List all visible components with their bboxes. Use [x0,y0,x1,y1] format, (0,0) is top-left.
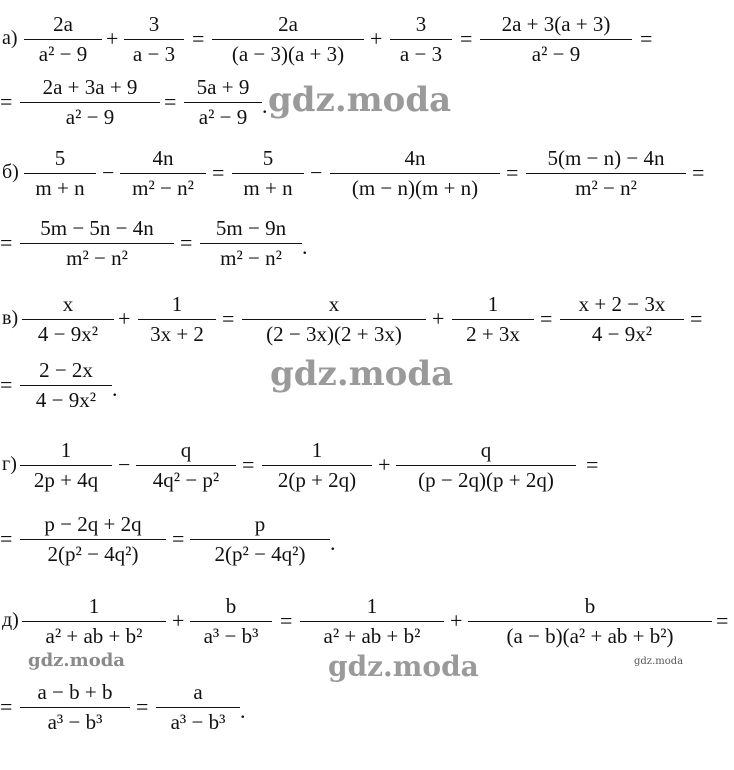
fraction-bar [138,319,216,320]
numerator: 5 [54,146,66,170]
operator: = [716,608,729,633]
numerator: 5m − 5n − 4n [40,216,154,240]
numerator: x + 2 − 3x [578,292,666,316]
fraction-bar [24,173,96,174]
fraction-bar [20,707,130,708]
numerator: x [62,292,74,316]
operator: + [450,608,463,633]
fraction-bar [526,173,686,174]
part-v-label: в) [2,307,19,329]
fraction-bar [20,385,112,386]
operator: + [432,306,445,331]
operator: = [180,230,193,255]
denominator: (2 − 3x)(2 + 3x) [266,322,402,346]
numerator: 5a + 9 [196,75,250,99]
period: . [302,234,308,259]
watermark-small: gdz.moda [634,656,684,667]
denominator: a − 3 [399,42,443,66]
denominator: a² + ab + b² [323,624,421,648]
fraction-bar [20,465,112,466]
period: . [240,698,246,723]
operator: + [106,26,119,51]
fraction-bar [190,621,272,622]
fraction-bar [468,621,712,622]
numerator: q [480,438,492,462]
denominator: (m − n)(m + n) [351,176,479,200]
period: . [262,93,268,118]
fraction-bar [480,39,632,40]
fraction-bar [232,173,304,174]
numerator: 2a [278,12,298,36]
denominator: (p − 2q)(p + 2q) [418,468,554,492]
numerator: x [328,292,340,316]
numerator: 3 [415,12,427,36]
denominator: a² − 9 [38,42,88,66]
part-g-label: г) [2,453,17,475]
operator: − [310,160,323,185]
denominator: m² − n² [220,246,282,270]
denominator: a² + ab + b² [45,624,143,648]
fraction-bar [24,39,102,40]
denominator: 4 − 9x² [591,322,653,346]
denominator: m² − n² [132,176,194,200]
watermark: gdz.moda [28,650,125,671]
fraction-bar [262,465,372,466]
operator: = [506,160,519,185]
denominator: m² − n² [66,246,128,270]
fraction-bar [120,173,206,174]
operator: + [172,608,185,633]
denominator: 2(p² − 4q²) [214,542,306,566]
watermark: gdz.moda [328,650,479,683]
fraction-bar [390,39,452,40]
operator: = [690,306,703,331]
numerator: 2a [53,12,73,36]
denominator: m + n [243,176,293,200]
denominator: m + n [35,176,85,200]
operator: = [586,452,599,477]
denominator: 4q² − p² [152,468,220,492]
numerator: p [254,512,266,536]
operator: = [280,608,293,633]
denominator: a² − 9 [198,105,248,129]
fraction-bar [124,39,184,40]
numerator: 1 [366,594,378,618]
denominator: a³ − b³ [170,710,226,734]
operator: = [212,160,225,185]
operator: − [118,452,131,477]
denominator: 2p + 4q [33,468,99,492]
denominator: a² − 9 [65,105,115,129]
operator: = [0,694,13,719]
numerator: b [225,594,237,618]
fraction-bar [20,102,160,103]
fraction-bar [184,102,262,103]
fraction-bar [560,319,684,320]
numerator: 2 − 2x [39,358,93,382]
numerator: 2a + 3a + 9 [42,75,138,99]
fraction-bar [156,707,240,708]
operator: = [0,89,13,114]
fraction-bar [200,243,302,244]
operator: = [164,89,177,114]
numerator: 1 [88,594,100,618]
numerator: 1 [60,438,72,462]
denominator: 2 + 3x [466,322,520,346]
period: . [112,376,118,401]
fraction-bar [136,465,236,466]
fraction-bar [190,539,330,540]
numerator: 4n [404,146,426,170]
operator: + [370,26,383,51]
fraction-bar [22,319,114,320]
fraction-bar [20,243,174,244]
numerator: 4n [152,146,174,170]
numerator: p − 2q + 2q [44,512,142,536]
denominator: 2(p + 2q) [277,468,357,492]
numerator: 3 [148,12,160,36]
numerator: 1 [311,438,323,462]
denominator: m² − n² [575,176,637,200]
operator: − [102,160,115,185]
operator: = [692,160,705,185]
watermark: gdz.moda [270,354,454,394]
part-b-label: б) [2,161,19,183]
numerator: 5 [262,146,274,170]
fraction-bar [242,319,426,320]
numerator: q [180,438,192,462]
operator: = [172,526,185,551]
fraction-bar [212,39,364,40]
operator: + [118,306,131,331]
operator: = [222,306,235,331]
operator: = [460,26,473,51]
denominator: 4 − 9x² [35,388,97,412]
fraction-bar [452,319,534,320]
numerator: b [584,594,596,618]
period: . [330,530,336,555]
operator: = [0,372,13,397]
denominator: (a − b)(a² + ab + b²) [506,624,674,648]
denominator: a² − 9 [531,42,581,66]
denominator: 4 − 9x² [37,322,99,346]
operator: = [136,694,149,719]
fraction-bar [300,621,444,622]
denominator: a³ − b³ [47,710,103,734]
fraction-bar [330,173,500,174]
numerator: 5(m − n) − 4n [547,146,665,170]
numerator: 2a + 3(a + 3) [501,12,611,36]
numerator: a − b + b [37,680,113,704]
operator: = [540,306,553,331]
numerator: 1 [171,292,183,316]
operator: = [192,26,205,51]
numerator: a [193,680,203,704]
fraction-bar [22,621,166,622]
operator: + [378,452,391,477]
denominator: 2(p² − 4q²) [47,542,139,566]
numerator: 1 [487,292,499,316]
operator: = [242,452,255,477]
part-d-label: д) [2,609,19,631]
denominator: a³ − b³ [203,624,259,648]
operator: = [0,230,13,255]
denominator: (a − 3)(a + 3) [231,42,345,66]
operator: = [0,526,13,551]
watermark: gdz.moda [268,80,452,120]
part-a-label: а) [2,27,18,49]
denominator: 3x + 2 [150,322,204,346]
fraction-bar [396,465,576,466]
fraction-bar [20,539,166,540]
numerator: 5m − 9n [215,216,287,240]
operator: = [640,26,653,51]
denominator: a − 3 [132,42,176,66]
